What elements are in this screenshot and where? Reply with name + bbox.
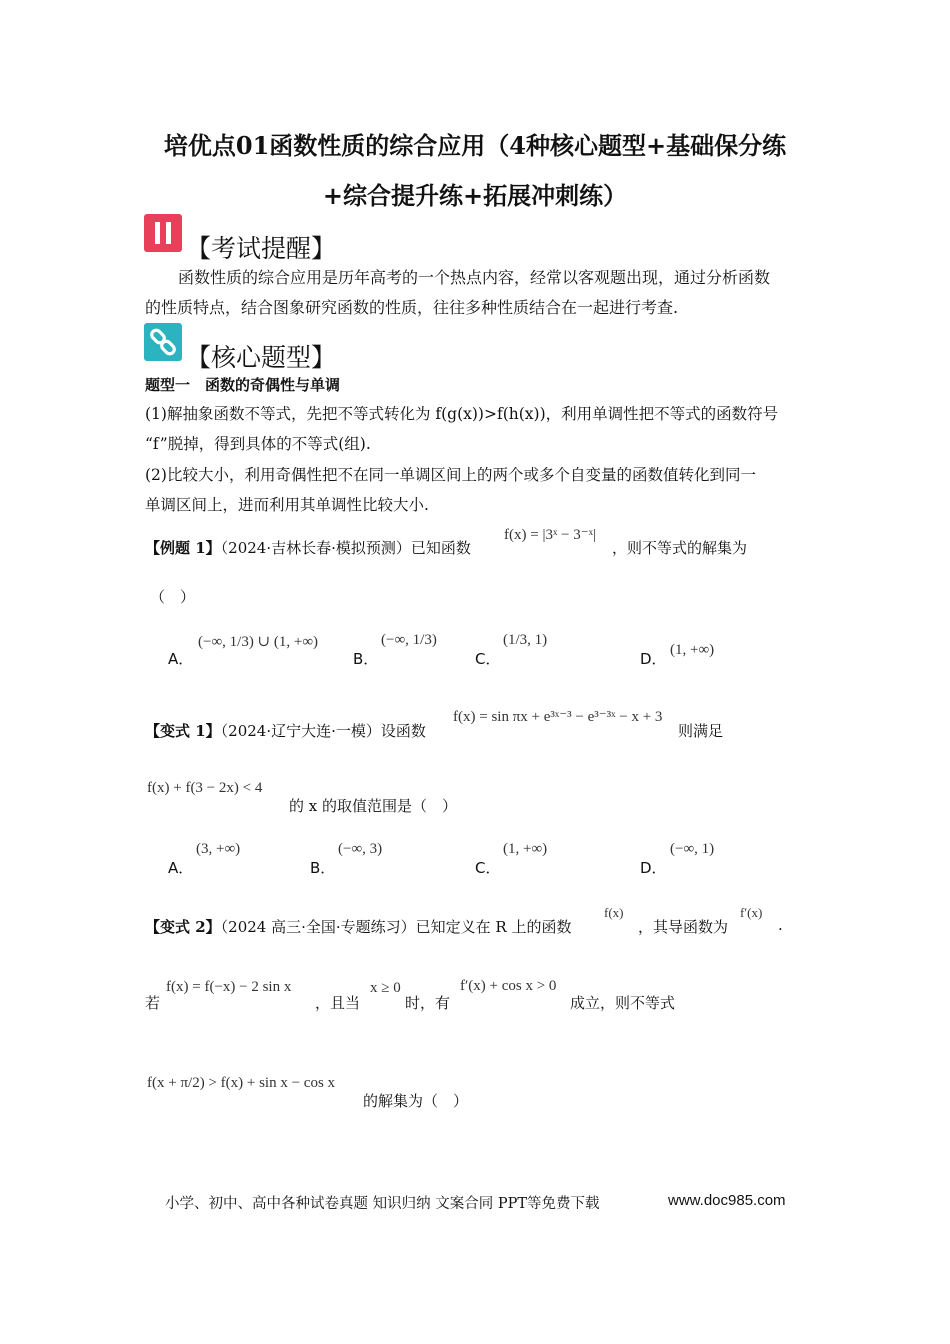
variant2-equation: f(x) = f(−x) − 2 sin x (166, 979, 292, 995)
variant1-option-c-letter[interactable]: C． (475, 859, 501, 877)
example1-formula: f(x) = |3ˣ − 3⁻ˣ| (504, 527, 596, 543)
pause-badge-icon (144, 214, 182, 252)
variant1-option-a-math: (3, +∞) (196, 841, 241, 857)
example1-question (145, 537, 471, 558)
variant1-option-d-math: (−∞, 1) (670, 841, 715, 857)
example1-option-b-letter[interactable]: B． (353, 650, 379, 668)
variant1-tail: 则满足 (678, 722, 724, 740)
type1-title: 题型一 函数的奇偶性与单调 (145, 376, 341, 394)
variant2-source: （2024 高三·全国·专题练习）已知定义在 R 上的函数 (220, 918, 572, 936)
example1-option-b-math: (−∞, 1/3) (381, 632, 437, 648)
variant2-derivative-text: ，其导函数为 (638, 918, 729, 936)
type1-point2-line1: (2)比较大小，利用奇偶性把不在同一单调区间上的两个或多个自变量的函数值转化到同一 (145, 466, 756, 484)
variant1-condition: f(x) + f(3 − 2x) < 4 (147, 780, 263, 796)
footer-text: 小学、初中、高中各种试卷真题 知识归纳 文案合同 PPT等免费下载 (165, 1196, 600, 1212)
exam-tip-paragraph-line1: 函数性质的综合应用是历年高考的一个热点内容，经常以客观题出现，通过分析函数 (178, 268, 771, 287)
example1-option-d-letter[interactable]: D． (640, 650, 667, 668)
variant1-option-a-letter[interactable]: A． (168, 859, 194, 877)
variant2-fx: f(x) (604, 905, 624, 920)
exam-tip-heading: 【考试提醒】 (186, 234, 337, 263)
variant1-label: 【变式 1】 (145, 722, 221, 740)
variant2-if: 若 (145, 994, 161, 1012)
example1-option-d-math: (1, +∞) (670, 642, 715, 658)
document-title-line2: +综合提升练+拓展冲刺练） (322, 181, 628, 210)
variant1-question (145, 720, 426, 741)
document-title-line1: 培优点01函数性质的综合应用（4种核心题型+基础保分练 (163, 131, 787, 160)
variant2-holds: 成立，则不等式 (570, 994, 676, 1012)
variant2-and-when: ，且当 (315, 994, 361, 1012)
example1-answer-paren: （ ） (150, 588, 196, 606)
variant2-final-inequality: f(x + π/2) > f(x) + sin x − cos x (147, 1075, 336, 1091)
example1-tail: ，则不等式的解集为 (612, 539, 748, 557)
variant2-label: 【变式 2】 (145, 918, 221, 936)
type1-point1-line2: “f”脱掉，得到具体的不等式(组). (145, 435, 371, 453)
footer-site-link[interactable]: www.doc985.com (668, 1192, 786, 1209)
variant1-option-c-math: (1, +∞) (503, 841, 548, 857)
variant1-condition-tail: 的 x 的取值范围是（ ） (289, 797, 457, 815)
variant1-option-b-math: (−∞, 3) (338, 841, 383, 857)
variant2-then: 时，有 (405, 994, 451, 1012)
variant2-final-tail: 的解集为（ ） (363, 1092, 469, 1110)
exam-tip-paragraph-line2: 的性质特点，结合图象研究函数的性质，往往多种性质结合在一起进行考查. (145, 298, 679, 317)
variant2-fpx: f′(x) (740, 905, 763, 920)
example1-label: 【例题 1】 (145, 539, 221, 557)
type1-point2-line2: 单调区间上，进而利用其单调性比较大小. (145, 496, 429, 514)
variant1-option-b-letter[interactable]: B． (310, 859, 336, 877)
variant1-option-d-letter[interactable]: D． (640, 859, 667, 877)
type1-point1-line1: (1)解抽象函数不等式，先把不等式转化为 f(g(x))>f(h(x))，利用单调性把不等式的函数符号 (145, 405, 779, 423)
example1-option-a-math: (−∞, 1/3) ∪ (1, +∞) (198, 634, 319, 650)
variant2-question (145, 916, 571, 937)
link-badge-icon (144, 323, 182, 361)
example1-option-a-letter[interactable]: A． (168, 650, 194, 668)
example1-option-c-math: (1/3, 1) (503, 632, 548, 648)
example1-option-c-letter[interactable]: C． (475, 650, 501, 668)
variant1-source: （2024·辽宁大连·一模）设函数 (220, 722, 426, 740)
example1-source: （2024·吉林长春·模拟预测）已知函数 (220, 539, 471, 557)
variant2-condition: x ≥ 0 (370, 980, 401, 996)
core-types-heading: 【核心题型】 (186, 343, 337, 372)
variant2-dot: . (778, 916, 783, 934)
variant1-formula: f(x) = sin πx + e³ˣ⁻³ − e³⁻³ˣ − x + 3 (453, 709, 663, 725)
variant2-inequality: f′(x) + cos x > 0 (460, 978, 557, 994)
